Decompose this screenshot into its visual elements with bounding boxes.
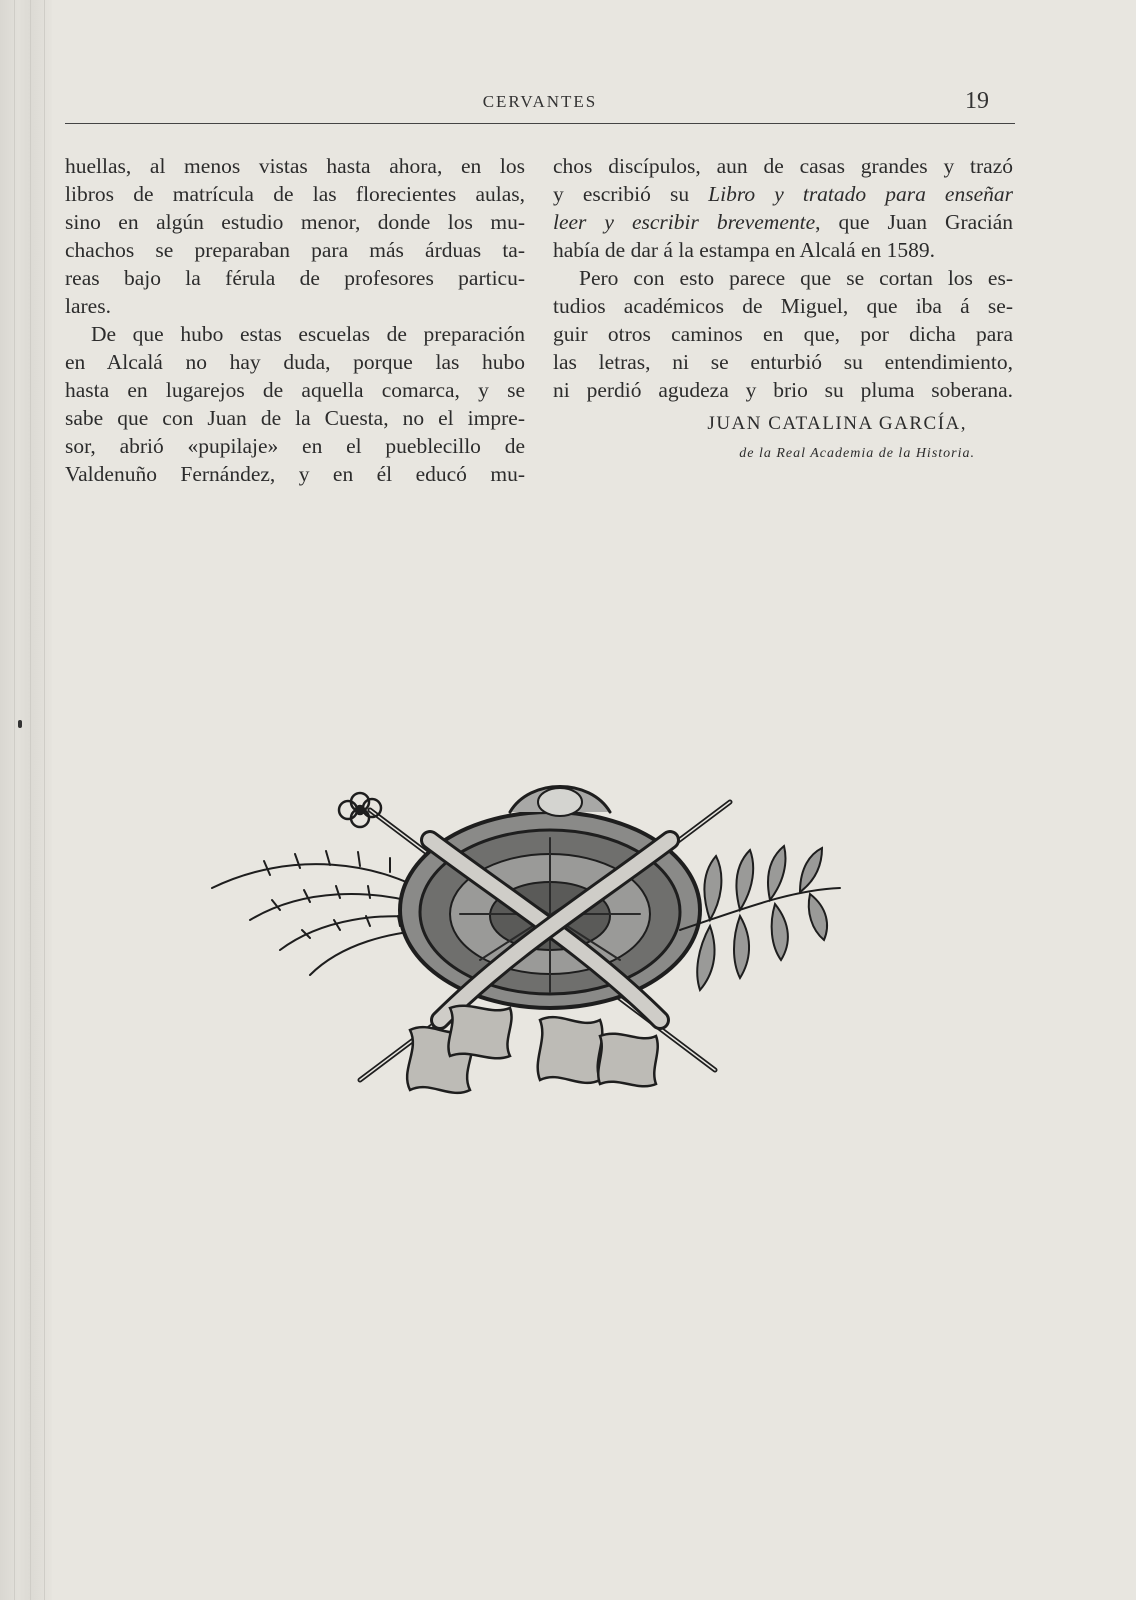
text-line: reas bajo la férula de profesores particu-: [65, 266, 525, 290]
paper-speck: [18, 720, 22, 728]
book-title-italic: leer y escribir brevemente: [553, 210, 816, 234]
text-line: tudios académicos de Miguel, que iba á se-: [553, 294, 1013, 318]
flower-knob-icon: [339, 793, 381, 827]
text-segment: , que Juan Gracián: [815, 210, 1013, 234]
spine-edge-line: [44, 0, 45, 1600]
text-line: ni perdió agudeza y brio su pluma soberana.: [553, 378, 1013, 402]
text-line: hasta en lugarejos de aquella comarca, y se: [65, 378, 525, 402]
text-line: [553, 208, 1013, 236]
text-line: huellas, al menos vistas hasta ahora, en los: [65, 154, 525, 178]
running-head-title: CERVANTES: [482, 92, 598, 111]
spine-edge-line: [30, 0, 31, 1600]
text-segment: y escribió su: [553, 182, 709, 206]
page-number: 19: [965, 88, 989, 114]
text-line: lares.: [65, 294, 111, 318]
text-line: sabe que con Juan de la Cuesta, no el impre-: [65, 406, 525, 430]
author-signature: JUAN CATALINA GARCÍA,: [707, 413, 967, 434]
left-text-column: [65, 152, 525, 488]
laurel-branch-icon: [680, 846, 840, 990]
text-line: chos discípulos, aun de casas grandes y trazó: [553, 154, 1013, 178]
text-line: sino en algún estudio menor, donde los mu-: [65, 210, 525, 234]
running-head: [65, 88, 1015, 126]
text-line: De que hubo estas escuelas de preparación: [91, 322, 525, 346]
text-line: guir otros caminos en que, por dicha para: [553, 322, 1013, 346]
shield-pens-laurel-ornament-icon: [210, 780, 860, 1120]
header-rule: [65, 123, 1015, 124]
text-line: sor, abrió «pupilaje» en el pueblecillo de: [65, 434, 525, 458]
shield-icon: [400, 787, 700, 1009]
text-line: [553, 180, 1013, 208]
spine-edge-line: [14, 0, 15, 1600]
book-spine-shadow: [0, 0, 52, 1600]
book-title-italic: Libro y tratado para enseñar: [708, 182, 1013, 206]
right-text-column: [553, 152, 1013, 464]
author-affiliation: de la Real Academia de la Historia.: [739, 446, 975, 461]
text-line: había de dar á la estampa en Alcalá en 1589.: [553, 238, 936, 262]
text-line: Pero con esto parece que se cortan los es-: [579, 266, 1013, 290]
text-line: las letras, ni se enturbió su entendimiento,: [553, 350, 1013, 374]
text-line: en Alcalá no hay duda, porque las hubo: [65, 350, 525, 374]
text-line: chachos se preparaban para más árduas ta-: [65, 238, 525, 262]
text-line: Valdenuño Fernández, y en él educó mu-: [65, 462, 525, 486]
text-line: libros de matrícula de las florecientes aulas,: [65, 182, 525, 206]
